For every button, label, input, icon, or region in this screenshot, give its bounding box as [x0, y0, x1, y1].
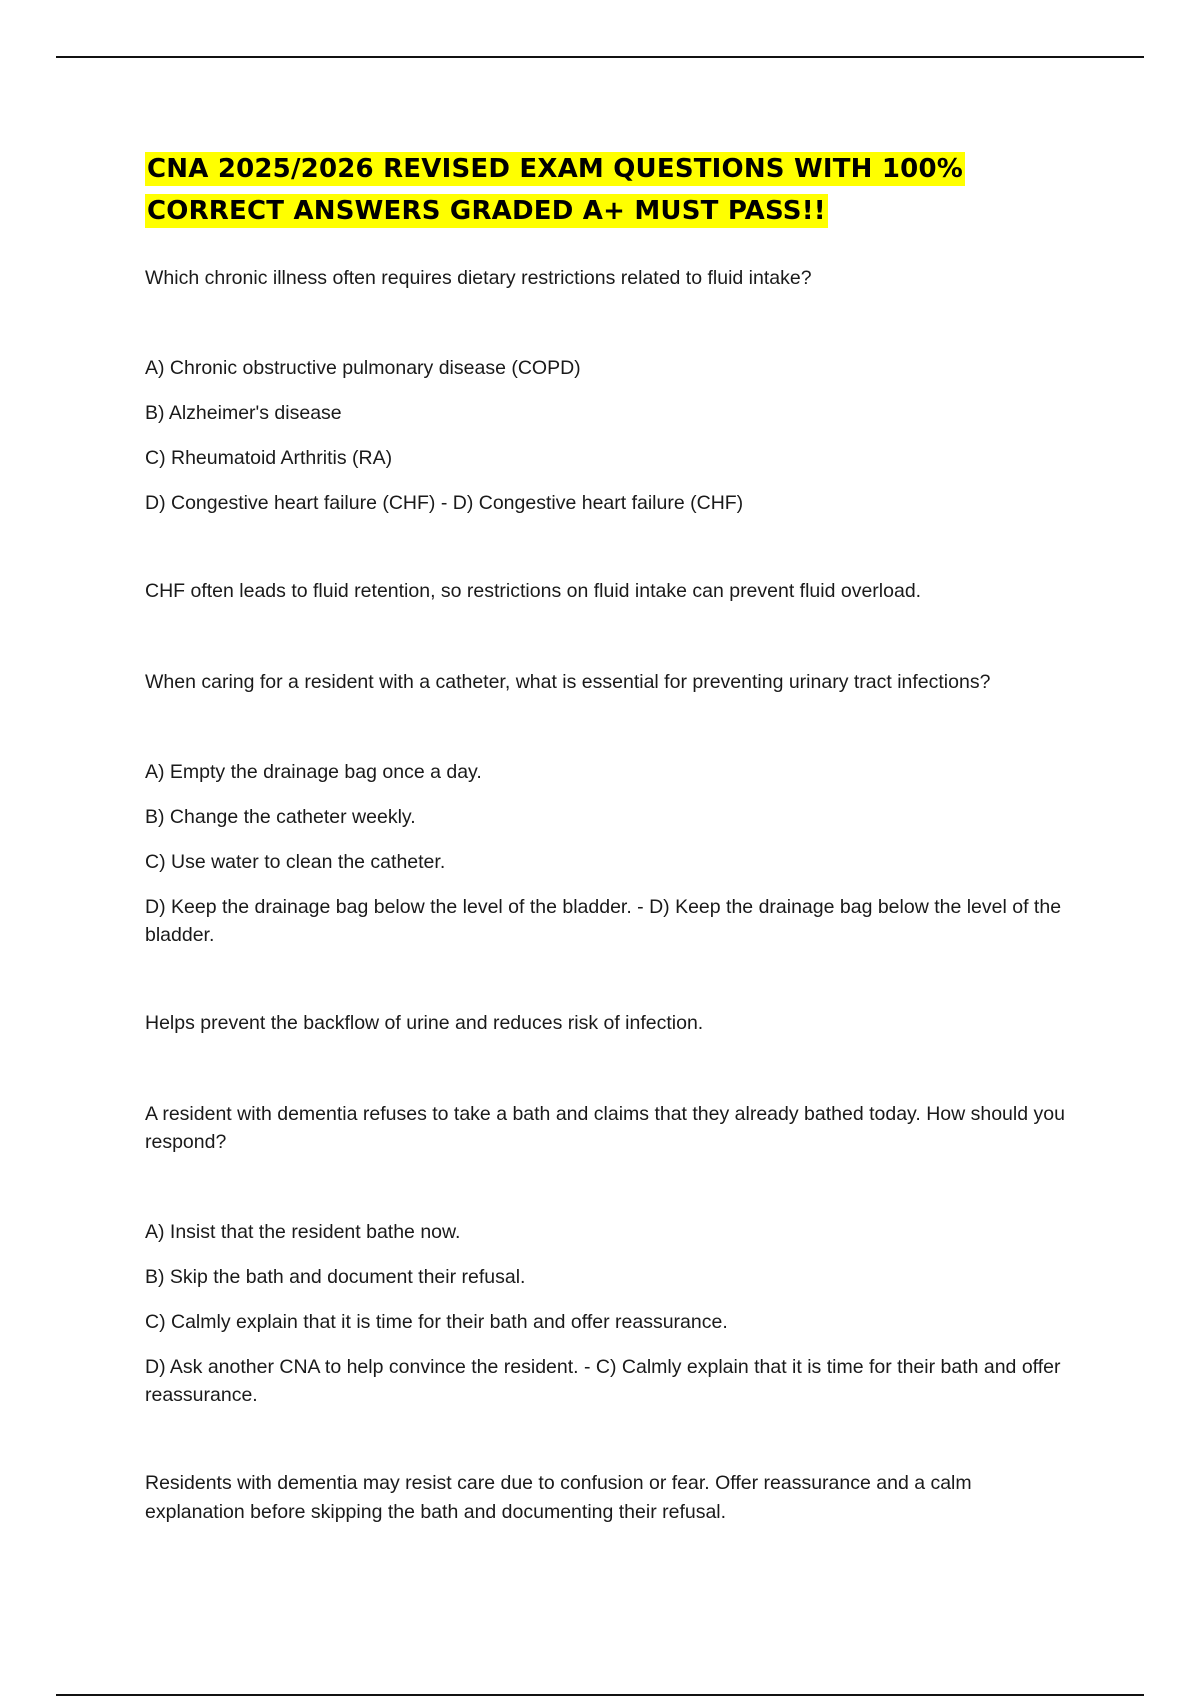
- answer-options: [145, 354, 1075, 517]
- document-title: [145, 148, 1075, 232]
- document-body: [145, 148, 1075, 1527]
- option-c: C) Rheumatoid Arthritis (RA): [145, 447, 393, 469]
- option-d: D) Ask another CNA to help convince the resident. - C) Calmly explain that it is time for their bath and offer reassurance.: [145, 1356, 1061, 1406]
- question-block-2: [145, 668, 1075, 1038]
- question-text: A resident with dementia refuses to take a bath and claims that they already bathed today. How should you respond?: [145, 1103, 1065, 1153]
- title-line-2: CORRECT ANSWERS GRADED A+ MUST PASS!!: [147, 196, 826, 226]
- question-block-3: [145, 1100, 1075, 1527]
- answer-explanation: Residents with dementia may resist care due to confusion or fear. Offer reassurance and a calm explanation before skipping the bath and documenting their refusal.: [145, 1472, 972, 1523]
- option-b: B) Alzheimer's disease: [145, 402, 342, 424]
- answer-explanation: CHF often leads to fluid retention, so restrictions on fluid intake can prevent fluid overload.: [145, 580, 922, 602]
- option-d: D) Congestive heart failure (CHF) - D) Congestive heart failure (CHF): [145, 492, 744, 514]
- option-a: A) Chronic obstructive pulmonary disease (COPD): [145, 357, 581, 379]
- option-d: D) Keep the drainage bag below the level of the bladder. - D) Keep the drainage bag below the level of the bladder.: [145, 896, 1062, 946]
- bottom-rule: [56, 1694, 1144, 1696]
- answer-options: [145, 758, 1075, 949]
- option-a: A) Empty the drainage bag once a day.: [145, 761, 482, 783]
- title-line-1: CNA 2025/2026 REVISED EXAM QUESTIONS WITH 100%: [147, 154, 964, 184]
- option-c: C) Use water to clean the catheter.: [145, 851, 446, 873]
- option-b: B) Skip the bath and document their refusal.: [145, 1266, 526, 1288]
- option-a: A) Insist that the resident bathe now.: [145, 1221, 461, 1243]
- option-b: B) Change the catheter weekly.: [145, 806, 416, 828]
- question-text: Which chronic illness often requires dietary restrictions related to fluid intake?: [145, 267, 812, 289]
- top-rule: [56, 56, 1144, 58]
- answer-explanation: Helps prevent the backflow of urine and reduces risk of infection.: [145, 1012, 704, 1034]
- option-c: C) Calmly explain that it is time for their bath and offer reassurance.: [145, 1311, 728, 1333]
- question-block-1: [145, 264, 1075, 606]
- question-text: When caring for a resident with a catheter, what is essential for preventing urinary tract infections?: [145, 671, 991, 693]
- answer-options: [145, 1218, 1075, 1409]
